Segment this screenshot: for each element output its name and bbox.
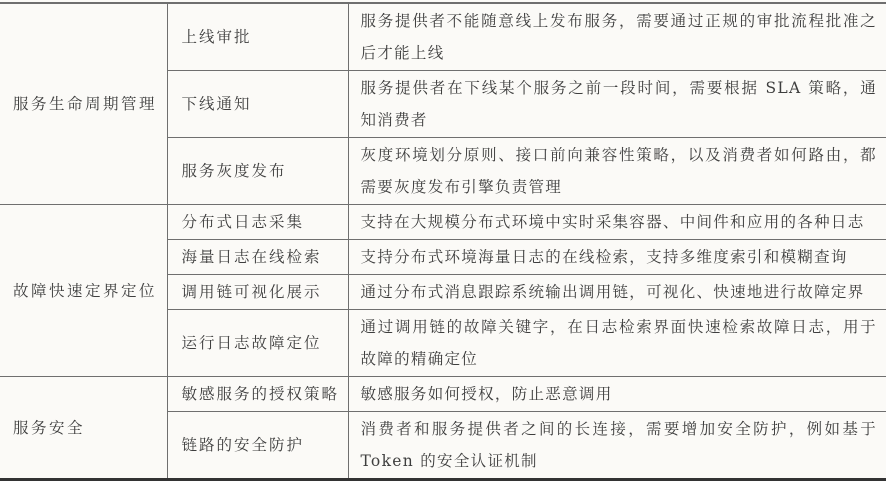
item-cell-online-approval: 上线审批 bbox=[167, 3, 348, 71]
service-governance-table bbox=[0, 2, 886, 481]
table-row bbox=[0, 3, 886, 71]
desc-cell-log-collection: 支持在大规模分布式环境中实时采集容器、中间件和应用的各种日志 bbox=[348, 205, 886, 240]
table-row bbox=[0, 205, 886, 240]
desc-cell-online-approval: 服务提供者不能随意线上发布服务，需要通过正规的审批流程批准之后才能上线 bbox=[348, 3, 886, 71]
desc-cell-trace-visualization: 通过分布式消息跟踪系统输出调用链，可视化、快速地进行故障定界 bbox=[348, 275, 886, 310]
item-cell-link-protection: 链路的安全防护 bbox=[167, 412, 348, 480]
desc-cell-offline-notice: 服务提供者在下线某个服务之前一段时间，需要根据 SLA 策略，通知消费者 bbox=[348, 71, 886, 138]
category-cell-security: 服务安全 bbox=[0, 377, 167, 480]
table-row bbox=[0, 377, 886, 412]
item-cell-log-collection: 分布式日志采集 bbox=[167, 205, 348, 240]
desc-cell-log-search: 支持分布式环境海量日志的在线检索，支持多维度索引和模糊查询 bbox=[348, 240, 886, 275]
item-cell-log-search: 海量日志在线检索 bbox=[167, 240, 348, 275]
item-cell-gray-release: 服务灰度发布 bbox=[167, 138, 348, 205]
item-cell-auth-policy: 敏感服务的授权策略 bbox=[167, 377, 348, 412]
desc-cell-gray-release: 灰度环境划分原则、接口前向兼容性策略，以及消费者如何路由，都需要灰度发布引擎负责管理 bbox=[348, 138, 886, 205]
desc-cell-runtime-log-locating: 通过调用链的故障关键字，在日志检索界面快速检索故障日志，用于故障的精确定位 bbox=[348, 310, 886, 377]
category-cell-fault-locating: 故障快速定界定位 bbox=[0, 205, 167, 377]
desc-cell-link-protection: 消费者和服务提供者之间的长连接，需要增加安全防护，例如基于 Token 的安全认证机制 bbox=[348, 412, 886, 480]
category-cell-lifecycle: 服务生命周期管理 bbox=[0, 3, 167, 205]
desc-cell-auth-policy: 敏感服务如何授权，防止恶意调用 bbox=[348, 377, 886, 412]
item-cell-runtime-log-locating: 运行日志故障定位 bbox=[167, 310, 348, 377]
item-cell-trace-visualization: 调用链可视化展示 bbox=[167, 275, 348, 310]
item-cell-offline-notice: 下线通知 bbox=[167, 71, 348, 138]
